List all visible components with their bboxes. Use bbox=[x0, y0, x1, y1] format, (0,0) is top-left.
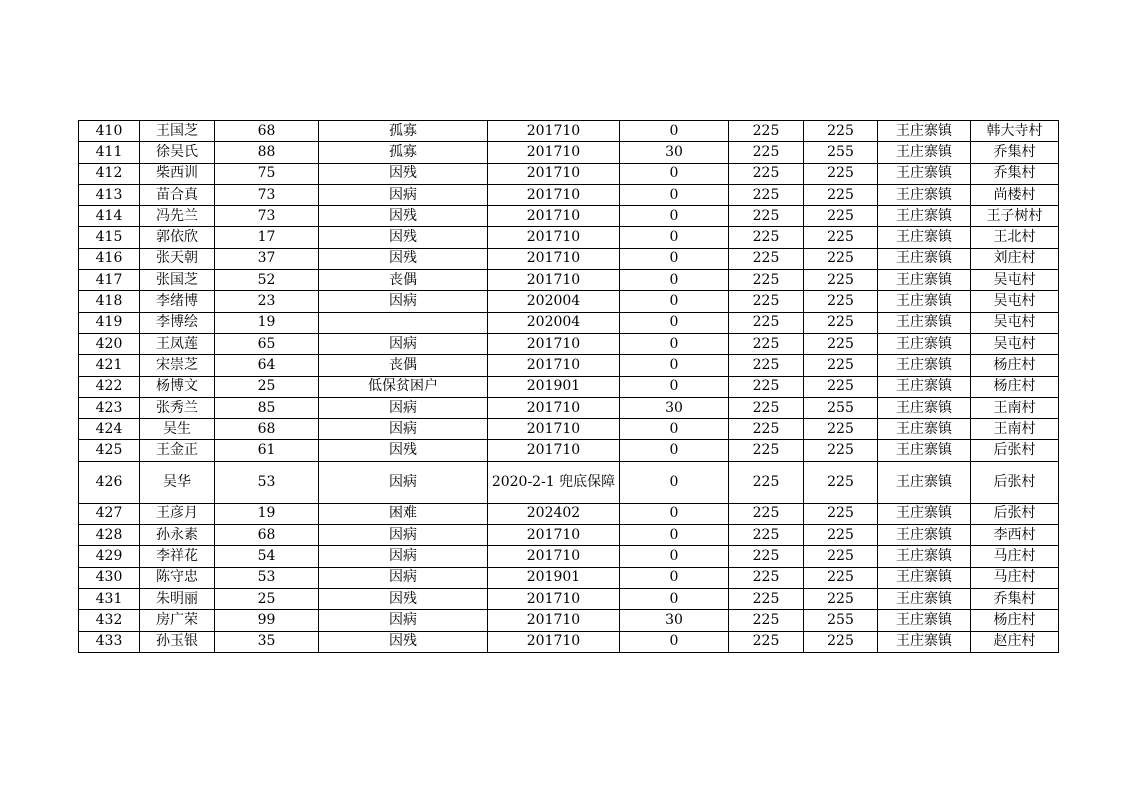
village-cell: 王南村 bbox=[971, 397, 1059, 418]
village-cell: 后张村 bbox=[971, 440, 1059, 461]
base-amount-cell: 225 bbox=[729, 333, 804, 354]
start-date-cell: 2020-2-1 兜底保障 bbox=[488, 461, 620, 503]
town-cell: 王庄寨镇 bbox=[878, 227, 971, 248]
village-cell: 马庄村 bbox=[971, 546, 1059, 567]
village-cell: 王子树村 bbox=[971, 206, 1059, 227]
base-amount-cell: 225 bbox=[729, 461, 804, 503]
total-amount-cell: 225 bbox=[804, 419, 878, 440]
reason-cell: 因病 bbox=[319, 461, 488, 503]
table-row bbox=[79, 376, 1059, 397]
age-cell: 65 bbox=[215, 333, 319, 354]
name-cell: 房广荣 bbox=[140, 610, 215, 631]
table-row bbox=[79, 270, 1059, 291]
reason-cell: 孤寡 bbox=[319, 121, 488, 142]
start-date-cell: 201710 bbox=[488, 588, 620, 609]
name-cell: 吴生 bbox=[140, 419, 215, 440]
start-date-cell: 201710 bbox=[488, 142, 620, 163]
start-date-cell: 202004 bbox=[488, 291, 620, 312]
village-cell: 马庄村 bbox=[971, 567, 1059, 588]
start-date-cell: 201710 bbox=[488, 397, 620, 418]
name-cell: 李祥花 bbox=[140, 546, 215, 567]
table-row bbox=[79, 397, 1059, 418]
start-date-cell: 201710 bbox=[488, 440, 620, 461]
table-body bbox=[79, 121, 1059, 653]
table-row bbox=[79, 163, 1059, 184]
name-cell: 王金正 bbox=[140, 440, 215, 461]
subsidy-cell: 0 bbox=[620, 461, 729, 503]
serial-number-cell: 417 bbox=[79, 270, 140, 291]
serial-number-cell: 412 bbox=[79, 163, 140, 184]
base-amount-cell: 225 bbox=[729, 291, 804, 312]
total-amount-cell: 225 bbox=[804, 163, 878, 184]
base-amount-cell: 225 bbox=[729, 142, 804, 163]
reason-cell: 丧偶 bbox=[319, 270, 488, 291]
serial-number-cell: 431 bbox=[79, 588, 140, 609]
village-cell: 王北村 bbox=[971, 227, 1059, 248]
town-cell: 王庄寨镇 bbox=[878, 312, 971, 333]
subsidy-cell: 0 bbox=[620, 206, 729, 227]
serial-number-cell: 423 bbox=[79, 397, 140, 418]
serial-number-cell: 414 bbox=[79, 206, 140, 227]
village-cell: 刘庄村 bbox=[971, 248, 1059, 269]
town-cell: 王庄寨镇 bbox=[878, 163, 971, 184]
serial-number-cell: 419 bbox=[79, 312, 140, 333]
name-cell: 陈守忠 bbox=[140, 567, 215, 588]
total-amount-cell: 255 bbox=[804, 610, 878, 631]
start-date-cell: 201710 bbox=[488, 227, 620, 248]
table-row bbox=[79, 631, 1059, 652]
start-date-cell: 201710 bbox=[488, 546, 620, 567]
table-row bbox=[79, 312, 1059, 333]
start-date-cell: 201710 bbox=[488, 610, 620, 631]
subsidy-cell: 30 bbox=[620, 142, 729, 163]
town-cell: 王庄寨镇 bbox=[878, 397, 971, 418]
town-cell: 王庄寨镇 bbox=[878, 121, 971, 142]
name-cell: 柴西训 bbox=[140, 163, 215, 184]
name-cell: 孙永素 bbox=[140, 525, 215, 546]
table-row bbox=[79, 227, 1059, 248]
total-amount-cell: 225 bbox=[804, 227, 878, 248]
total-amount-cell: 225 bbox=[804, 525, 878, 546]
town-cell: 王庄寨镇 bbox=[878, 355, 971, 376]
subsidy-cell: 0 bbox=[620, 503, 729, 524]
base-amount-cell: 225 bbox=[729, 355, 804, 376]
age-cell: 68 bbox=[215, 121, 319, 142]
age-cell: 37 bbox=[215, 248, 319, 269]
name-cell: 杨博文 bbox=[140, 376, 215, 397]
age-cell: 25 bbox=[215, 376, 319, 397]
age-cell: 17 bbox=[215, 227, 319, 248]
subsidy-cell: 0 bbox=[620, 567, 729, 588]
total-amount-cell: 225 bbox=[804, 312, 878, 333]
table-row bbox=[79, 419, 1059, 440]
base-amount-cell: 225 bbox=[729, 163, 804, 184]
reason-cell: 因残 bbox=[319, 631, 488, 652]
base-amount-cell: 225 bbox=[729, 184, 804, 205]
village-cell: 韩大寺村 bbox=[971, 121, 1059, 142]
start-date-cell: 201710 bbox=[488, 355, 620, 376]
serial-number-cell: 429 bbox=[79, 546, 140, 567]
total-amount-cell: 225 bbox=[804, 588, 878, 609]
reason-cell: 困难 bbox=[319, 503, 488, 524]
serial-number-cell: 428 bbox=[79, 525, 140, 546]
subsidy-cell: 0 bbox=[620, 355, 729, 376]
name-cell: 王凤莲 bbox=[140, 333, 215, 354]
serial-number-cell: 430 bbox=[79, 567, 140, 588]
village-cell: 尚楼村 bbox=[971, 184, 1059, 205]
reason-cell: 因残 bbox=[319, 248, 488, 269]
total-amount-cell: 225 bbox=[804, 355, 878, 376]
reason-cell: 低保贫困户 bbox=[319, 376, 488, 397]
age-cell: 68 bbox=[215, 419, 319, 440]
village-cell: 乔集村 bbox=[971, 142, 1059, 163]
serial-number-cell: 416 bbox=[79, 248, 140, 269]
base-amount-cell: 225 bbox=[729, 397, 804, 418]
base-amount-cell: 225 bbox=[729, 546, 804, 567]
subsidy-cell: 0 bbox=[620, 163, 729, 184]
serial-number-cell: 421 bbox=[79, 355, 140, 376]
subsidy-cell: 0 bbox=[620, 419, 729, 440]
base-amount-cell: 225 bbox=[729, 376, 804, 397]
town-cell: 王庄寨镇 bbox=[878, 270, 971, 291]
subsidy-cell: 30 bbox=[620, 397, 729, 418]
table-row bbox=[79, 588, 1059, 609]
name-cell: 李博绘 bbox=[140, 312, 215, 333]
age-cell: 52 bbox=[215, 270, 319, 291]
start-date-cell: 201710 bbox=[488, 333, 620, 354]
start-date-cell: 202004 bbox=[488, 312, 620, 333]
town-cell: 王庄寨镇 bbox=[878, 588, 971, 609]
reason-cell: 因病 bbox=[319, 610, 488, 631]
reason-cell: 丧偶 bbox=[319, 355, 488, 376]
subsidy-cell: 0 bbox=[620, 312, 729, 333]
total-amount-cell: 255 bbox=[804, 142, 878, 163]
age-cell: 19 bbox=[215, 312, 319, 333]
table-row bbox=[79, 206, 1059, 227]
table-row bbox=[79, 567, 1059, 588]
reason-cell: 因病 bbox=[319, 184, 488, 205]
base-amount-cell: 225 bbox=[729, 503, 804, 524]
base-amount-cell: 225 bbox=[729, 588, 804, 609]
reason-cell: 因病 bbox=[319, 419, 488, 440]
age-cell: 23 bbox=[215, 291, 319, 312]
town-cell: 王庄寨镇 bbox=[878, 333, 971, 354]
name-cell: 朱明丽 bbox=[140, 588, 215, 609]
serial-number-cell: 411 bbox=[79, 142, 140, 163]
start-date-cell: 202402 bbox=[488, 503, 620, 524]
start-date-cell: 201710 bbox=[488, 248, 620, 269]
subsidy-cell: 0 bbox=[620, 248, 729, 269]
town-cell: 王庄寨镇 bbox=[878, 440, 971, 461]
table-row bbox=[79, 525, 1059, 546]
age-cell: 75 bbox=[215, 163, 319, 184]
base-amount-cell: 225 bbox=[729, 227, 804, 248]
serial-number-cell: 424 bbox=[79, 419, 140, 440]
subsidy-cell: 0 bbox=[620, 121, 729, 142]
village-cell: 吴屯村 bbox=[971, 270, 1059, 291]
subsidy-cell: 0 bbox=[620, 440, 729, 461]
subsidy-cell: 0 bbox=[620, 270, 729, 291]
town-cell: 王庄寨镇 bbox=[878, 546, 971, 567]
base-amount-cell: 225 bbox=[729, 270, 804, 291]
total-amount-cell: 225 bbox=[804, 440, 878, 461]
reason-cell: 因残 bbox=[319, 440, 488, 461]
start-date-cell: 201710 bbox=[488, 631, 620, 652]
reason-cell: 因病 bbox=[319, 546, 488, 567]
subsidy-cell: 0 bbox=[620, 376, 729, 397]
village-cell: 后张村 bbox=[971, 461, 1059, 503]
age-cell: 73 bbox=[215, 184, 319, 205]
total-amount-cell: 225 bbox=[804, 376, 878, 397]
total-amount-cell: 225 bbox=[804, 291, 878, 312]
base-amount-cell: 225 bbox=[729, 121, 804, 142]
total-amount-cell: 225 bbox=[804, 206, 878, 227]
table-row bbox=[79, 355, 1059, 376]
subsidy-cell: 0 bbox=[620, 546, 729, 567]
start-date-cell: 201710 bbox=[488, 419, 620, 440]
name-cell: 李绪博 bbox=[140, 291, 215, 312]
table-row bbox=[79, 610, 1059, 631]
village-cell: 杨庄村 bbox=[971, 610, 1059, 631]
reason-cell: 因残 bbox=[319, 588, 488, 609]
age-cell: 85 bbox=[215, 397, 319, 418]
town-cell: 王庄寨镇 bbox=[878, 503, 971, 524]
reason-cell: 因病 bbox=[319, 525, 488, 546]
start-date-cell: 201901 bbox=[488, 567, 620, 588]
name-cell: 吴华 bbox=[140, 461, 215, 503]
town-cell: 王庄寨镇 bbox=[878, 206, 971, 227]
total-amount-cell: 225 bbox=[804, 567, 878, 588]
age-cell: 19 bbox=[215, 503, 319, 524]
base-amount-cell: 225 bbox=[729, 248, 804, 269]
table-row bbox=[79, 142, 1059, 163]
village-cell: 杨庄村 bbox=[971, 355, 1059, 376]
total-amount-cell: 225 bbox=[804, 333, 878, 354]
total-amount-cell: 225 bbox=[804, 270, 878, 291]
subsidy-cell: 0 bbox=[620, 588, 729, 609]
name-cell: 孙玉银 bbox=[140, 631, 215, 652]
table-row bbox=[79, 503, 1059, 524]
age-cell: 68 bbox=[215, 525, 319, 546]
table-row bbox=[79, 291, 1059, 312]
village-cell: 吴屯村 bbox=[971, 333, 1059, 354]
reason-cell: 因病 bbox=[319, 333, 488, 354]
name-cell: 王国芝 bbox=[140, 121, 215, 142]
village-cell: 王南村 bbox=[971, 419, 1059, 440]
start-date-cell: 201710 bbox=[488, 525, 620, 546]
name-cell: 张天朝 bbox=[140, 248, 215, 269]
total-amount-cell: 255 bbox=[804, 397, 878, 418]
subsidy-cell: 30 bbox=[620, 610, 729, 631]
subsidy-cell: 0 bbox=[620, 227, 729, 248]
base-amount-cell: 225 bbox=[729, 419, 804, 440]
name-cell: 冯先兰 bbox=[140, 206, 215, 227]
total-amount-cell: 225 bbox=[804, 248, 878, 269]
age-cell: 88 bbox=[215, 142, 319, 163]
town-cell: 王庄寨镇 bbox=[878, 248, 971, 269]
serial-number-cell: 410 bbox=[79, 121, 140, 142]
start-date-cell: 201710 bbox=[488, 184, 620, 205]
name-cell: 苗合真 bbox=[140, 184, 215, 205]
village-cell: 吴屯村 bbox=[971, 291, 1059, 312]
base-amount-cell: 225 bbox=[729, 610, 804, 631]
base-amount-cell: 225 bbox=[729, 567, 804, 588]
age-cell: 61 bbox=[215, 440, 319, 461]
total-amount-cell: 225 bbox=[804, 461, 878, 503]
name-cell: 王彦月 bbox=[140, 503, 215, 524]
age-cell: 99 bbox=[215, 610, 319, 631]
town-cell: 王庄寨镇 bbox=[878, 419, 971, 440]
base-amount-cell: 225 bbox=[729, 631, 804, 652]
total-amount-cell: 225 bbox=[804, 503, 878, 524]
serial-number-cell: 420 bbox=[79, 333, 140, 354]
subsidy-cell: 0 bbox=[620, 291, 729, 312]
table-row bbox=[79, 440, 1059, 461]
beneficiary-table bbox=[78, 120, 1059, 653]
serial-number-cell: 425 bbox=[79, 440, 140, 461]
reason-cell: 因残 bbox=[319, 206, 488, 227]
village-cell: 李西村 bbox=[971, 525, 1059, 546]
start-date-cell: 201710 bbox=[488, 163, 620, 184]
total-amount-cell: 225 bbox=[804, 121, 878, 142]
base-amount-cell: 225 bbox=[729, 206, 804, 227]
total-amount-cell: 225 bbox=[804, 184, 878, 205]
serial-number-cell: 418 bbox=[79, 291, 140, 312]
total-amount-cell: 225 bbox=[804, 546, 878, 567]
reason-cell bbox=[319, 312, 488, 333]
town-cell: 王庄寨镇 bbox=[878, 142, 971, 163]
subsidy-cell: 0 bbox=[620, 184, 729, 205]
serial-number-cell: 413 bbox=[79, 184, 140, 205]
serial-number-cell: 422 bbox=[79, 376, 140, 397]
village-cell: 后张村 bbox=[971, 503, 1059, 524]
age-cell: 64 bbox=[215, 355, 319, 376]
village-cell: 杨庄村 bbox=[971, 376, 1059, 397]
name-cell: 徐吴氏 bbox=[140, 142, 215, 163]
subsidy-cell: 0 bbox=[620, 333, 729, 354]
table-row bbox=[79, 121, 1059, 142]
start-date-cell: 201710 bbox=[488, 121, 620, 142]
reason-cell: 因病 bbox=[319, 397, 488, 418]
table-row bbox=[79, 461, 1059, 503]
name-cell: 宋崇芝 bbox=[140, 355, 215, 376]
base-amount-cell: 225 bbox=[729, 525, 804, 546]
reason-cell: 因残 bbox=[319, 227, 488, 248]
table-row bbox=[79, 546, 1059, 567]
subsidy-cell: 0 bbox=[620, 631, 729, 652]
base-amount-cell: 225 bbox=[729, 312, 804, 333]
start-date-cell: 201710 bbox=[488, 206, 620, 227]
village-cell: 乔集村 bbox=[971, 163, 1059, 184]
town-cell: 王庄寨镇 bbox=[878, 567, 971, 588]
town-cell: 王庄寨镇 bbox=[878, 631, 971, 652]
village-cell: 赵庄村 bbox=[971, 631, 1059, 652]
start-date-cell: 201901 bbox=[488, 376, 620, 397]
name-cell: 张国芝 bbox=[140, 270, 215, 291]
serial-number-cell: 415 bbox=[79, 227, 140, 248]
table-row bbox=[79, 184, 1059, 205]
base-amount-cell: 225 bbox=[729, 440, 804, 461]
age-cell: 54 bbox=[215, 546, 319, 567]
age-cell: 25 bbox=[215, 588, 319, 609]
town-cell: 王庄寨镇 bbox=[878, 376, 971, 397]
town-cell: 王庄寨镇 bbox=[878, 184, 971, 205]
age-cell: 53 bbox=[215, 461, 319, 503]
start-date-cell: 201710 bbox=[488, 270, 620, 291]
town-cell: 王庄寨镇 bbox=[878, 461, 971, 503]
town-cell: 王庄寨镇 bbox=[878, 610, 971, 631]
reason-cell: 因病 bbox=[319, 567, 488, 588]
town-cell: 王庄寨镇 bbox=[878, 525, 971, 546]
name-cell: 张秀兰 bbox=[140, 397, 215, 418]
table-row bbox=[79, 248, 1059, 269]
reason-cell: 因残 bbox=[319, 163, 488, 184]
serial-number-cell: 427 bbox=[79, 503, 140, 524]
serial-number-cell: 432 bbox=[79, 610, 140, 631]
town-cell: 王庄寨镇 bbox=[878, 291, 971, 312]
total-amount-cell: 225 bbox=[804, 631, 878, 652]
age-cell: 35 bbox=[215, 631, 319, 652]
subsidy-cell: 0 bbox=[620, 525, 729, 546]
serial-number-cell: 433 bbox=[79, 631, 140, 652]
serial-number-cell: 426 bbox=[79, 461, 140, 503]
name-cell: 郭依欣 bbox=[140, 227, 215, 248]
reason-cell: 孤寡 bbox=[319, 142, 488, 163]
age-cell: 53 bbox=[215, 567, 319, 588]
village-cell: 乔集村 bbox=[971, 588, 1059, 609]
table-row bbox=[79, 333, 1059, 354]
village-cell: 吴屯村 bbox=[971, 312, 1059, 333]
age-cell: 73 bbox=[215, 206, 319, 227]
reason-cell: 因病 bbox=[319, 291, 488, 312]
